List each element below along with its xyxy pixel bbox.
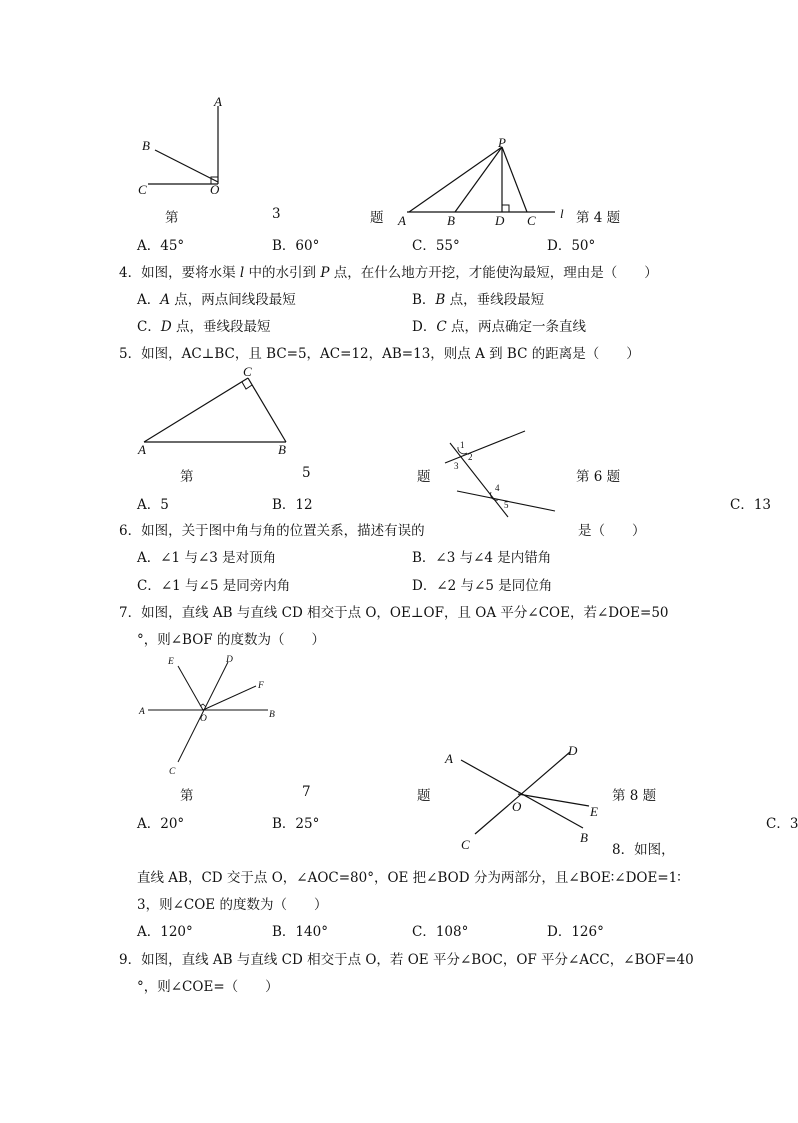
q9-stem-line1: 9．如图，直线 AB 与直线 CD 相交于点 O，若 OE 平分∠BOC，OF 平分∠ACC，∠BOF=40 — [119, 952, 694, 968]
figure-q8 — [440, 738, 610, 853]
label-A: A — [445, 751, 453, 766]
q9-stem-line2: °，则∠COE=（ ） — [137, 979, 279, 995]
q6-option-d: D．∠2 与∠5 是同位角 — [412, 578, 553, 594]
transversal — [450, 443, 508, 517]
q4-option-d: D．C 点，两点确定一条直线 — [412, 319, 586, 335]
q6-option-b: B．∠3 与∠4 是内错角 — [412, 550, 552, 566]
label-D: D — [495, 213, 505, 228]
angle-1: 1 — [460, 440, 465, 450]
label-F: F — [258, 681, 264, 691]
label-A: A — [214, 94, 222, 109]
q5-option-a: A．5 — [137, 497, 169, 513]
caption-q6: 第 6 题 — [576, 469, 621, 485]
angle-3: 3 — [454, 461, 459, 471]
q3-option-c: C．55° — [412, 238, 460, 254]
label-D: D — [568, 743, 578, 758]
figure-q7 — [130, 648, 290, 783]
line-CD — [475, 752, 570, 834]
label-B: B — [580, 830, 588, 845]
q3-option-b: B．60° — [272, 238, 320, 254]
right-angle-mark — [502, 205, 509, 212]
q4-option-c: C．D 点，垂线段最短 — [137, 319, 271, 335]
label-A: A — [138, 442, 146, 457]
q8-stem-line1: 直线 AB，CD 交于点 O，∠AOC=80°，OE 把∠BOD 分为两部分，且∠BOE∶∠DOE=1∶ — [137, 870, 681, 886]
q3-option-a: A．45° — [137, 238, 185, 254]
q8-stem-line2: 3，则∠COE 的度数为（ ） — [137, 897, 328, 913]
figure-q5 — [130, 362, 300, 462]
q5-option-b: B．12 — [272, 497, 313, 513]
figure-q3 — [130, 92, 240, 202]
caption-q5-c: 题 — [417, 469, 431, 485]
q6-option-c: C．∠1 与∠5 是同旁内角 — [137, 578, 291, 594]
q5-stem: 5．如图，AC⊥BC，且 BC=5，AC=12，AB=13，则点 A 到 BC 的距离是（ ） — [119, 346, 640, 362]
figure-q4 — [395, 135, 585, 235]
ray-OF — [203, 686, 256, 710]
q6-stem-b: 是（ ） — [578, 523, 646, 539]
label-P: P — [498, 135, 506, 150]
q8-stem-head: 8．如图， — [612, 842, 675, 858]
line-CD — [178, 662, 228, 762]
label-D: D — [226, 655, 233, 665]
label-B: B — [269, 710, 275, 720]
caption-q3-c: 题 — [370, 210, 384, 226]
angle-5: 5 — [504, 500, 509, 510]
label-B: B — [278, 442, 286, 457]
segment-PB — [455, 147, 502, 212]
label-A: A — [139, 707, 145, 717]
line-upper — [445, 431, 525, 463]
segment-CB — [248, 378, 286, 442]
label-C: C — [243, 364, 252, 379]
q8-option-b: B．140° — [272, 924, 328, 940]
label-C: C — [527, 213, 536, 228]
q8-option-a: A．120° — [137, 924, 193, 940]
q5-option-c: C．13 — [730, 497, 772, 513]
q7-option-a: A．20° — [137, 816, 185, 832]
label-E: E — [168, 657, 174, 667]
caption-q5-b: 5 — [302, 465, 311, 481]
segment-PC — [502, 147, 527, 212]
caption-q7-a: 第 — [180, 788, 194, 804]
q7-option-c: C．3 — [766, 816, 798, 832]
q7-option-b: B．25° — [272, 816, 320, 832]
angle-2: 2 — [468, 452, 473, 462]
ray-OB — [155, 150, 218, 182]
caption-q4: 第 4 题 — [576, 210, 621, 226]
caption-q7-b: 7 — [302, 784, 311, 800]
label-O: O — [200, 714, 207, 724]
q3-option-d: D．50° — [547, 238, 596, 254]
label-C: C — [461, 837, 470, 852]
caption-q7-c: 题 — [417, 788, 431, 804]
q8-option-d: D．126° — [547, 924, 604, 940]
q7-stem-line1: 7．如图，直线 AB 与直线 CD 相交于点 O，OE⊥OF，且 OA 平分∠COE，若∠DOE=50 — [119, 605, 669, 621]
caption-q3-a: 第 — [165, 210, 179, 226]
label-A: A — [398, 213, 406, 228]
label-B: B — [142, 138, 150, 153]
caption-q3-b: 3 — [272, 206, 281, 222]
angle-4: 4 — [495, 483, 500, 493]
label-C: C — [169, 767, 176, 777]
label-O: O — [210, 182, 220, 197]
label-l: l — [560, 206, 564, 221]
q4-option-a: A．A 点，两点间线段最短 — [137, 292, 296, 308]
caption-q8: 第 8 题 — [612, 788, 657, 804]
q4-option-b: B．B 点，垂线段最短 — [412, 292, 545, 308]
q8-option-c: C．108° — [412, 924, 469, 940]
ray-OE — [178, 666, 203, 710]
segment-PA — [409, 147, 502, 212]
label-B: B — [447, 213, 455, 228]
label-C: C — [138, 182, 147, 197]
label-O: O — [512, 799, 522, 814]
q4-stem: 4．如图，要将水渠 l 中的水引到 P 点，在什么地方开挖，才能使沟最短，理由是（ ） — [119, 265, 658, 281]
q6-option-a: A．∠1 与∠3 是对顶角 — [137, 550, 277, 566]
label-E: E — [590, 804, 598, 819]
q6-stem-a: 6．如图，关于图中角与角的位置关系，描述有误的 — [119, 523, 425, 539]
segment-AC — [144, 378, 248, 442]
q7-stem-line2: °，则∠BOF 的度数为（ ） — [137, 632, 325, 648]
caption-q5-a: 第 — [180, 469, 194, 485]
ray-OE — [518, 794, 589, 806]
figure-q6 — [440, 425, 580, 525]
